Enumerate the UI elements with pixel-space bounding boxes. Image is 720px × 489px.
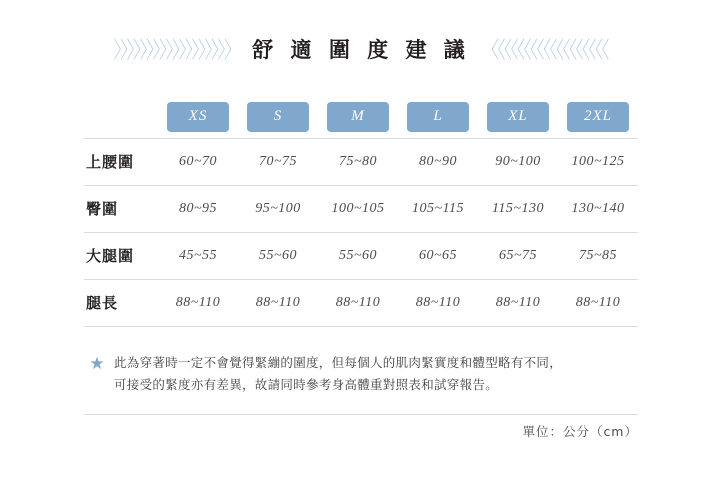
header-corner-cell <box>84 96 158 138</box>
row-label: 臀圍 <box>84 185 158 232</box>
size-badge: XL <box>487 102 549 132</box>
table-header-cell <box>318 96 398 138</box>
table-cell: 75~85 <box>558 232 638 279</box>
note-line-2: 可接受的緊度亦有差異，故請同時參考身高體重對照表和試穿報告。 <box>114 377 499 392</box>
table-cell: 45~55 <box>158 232 238 279</box>
table-row <box>84 232 638 279</box>
table-cell: 90~100 <box>478 138 558 185</box>
table-header-cell <box>398 96 478 138</box>
note-line-1: 此為穿著時一定不會覺得緊繃的圍度，但每個人的肌肉緊實度和體型略有不同， <box>114 355 563 370</box>
size-badge: S <box>247 102 309 132</box>
table-header-cell <box>478 96 558 138</box>
table-row <box>84 279 638 326</box>
table-row <box>84 138 638 185</box>
star-icon: ★ <box>89 354 105 374</box>
size-badge: L <box>407 102 469 132</box>
note-block <box>88 352 648 396</box>
size-badge: XS <box>167 102 229 132</box>
table-cell: 88~110 <box>318 279 398 326</box>
table-header-cell <box>558 96 638 138</box>
table-cell: 60~65 <box>398 232 478 279</box>
table-header-cell <box>158 96 238 138</box>
size-badge: 2XL <box>567 102 629 132</box>
note-text-wrap <box>114 352 562 396</box>
chevron-left-decoration-icon: 〈〈〈〈〈〈〈〈〈〈〈〈〈〈〈〈〈〈 <box>483 36 609 64</box>
footer-divider <box>84 414 638 415</box>
size-table <box>84 96 638 327</box>
table-cell: 88~110 <box>238 279 318 326</box>
table-cell: 88~110 <box>478 279 558 326</box>
table-cell: 55~60 <box>238 232 318 279</box>
chevron-right-decoration-icon: 〉〉〉〉〉〉〉〉〉〉〉〉〉〉〉〉〉〉 <box>113 36 239 64</box>
table-header-cell <box>238 96 318 138</box>
size-badge: M <box>327 102 389 132</box>
table-cell: 60~70 <box>158 138 238 185</box>
table-cell: 105~115 <box>398 185 478 232</box>
table-cell: 65~75 <box>478 232 558 279</box>
table-cell: 75~80 <box>318 138 398 185</box>
table-header-row <box>84 96 638 138</box>
table-cell: 115~130 <box>478 185 558 232</box>
table-cell: 100~125 <box>558 138 638 185</box>
page-title: 舒 適 圍 度 建 議 <box>252 38 470 62</box>
table-row <box>84 185 638 232</box>
row-label: 上腰圍 <box>84 138 158 185</box>
row-label: 大腿圍 <box>84 232 158 279</box>
title-row <box>0 32 720 66</box>
table-cell: 100~105 <box>318 185 398 232</box>
table-cell: 88~110 <box>158 279 238 326</box>
table-cell: 80~90 <box>398 138 478 185</box>
table-cell: 88~110 <box>398 279 478 326</box>
table-cell: 88~110 <box>558 279 638 326</box>
table-cell: 95~100 <box>238 185 318 232</box>
table-cell: 80~95 <box>158 185 238 232</box>
row-label: 腿長 <box>84 279 158 326</box>
unit-label: 單位：公分（cm） <box>522 424 638 439</box>
table-cell: 130~140 <box>558 185 638 232</box>
table-cell: 55~60 <box>318 232 398 279</box>
table-cell: 70~75 <box>238 138 318 185</box>
size-table-wrap <box>84 96 638 327</box>
